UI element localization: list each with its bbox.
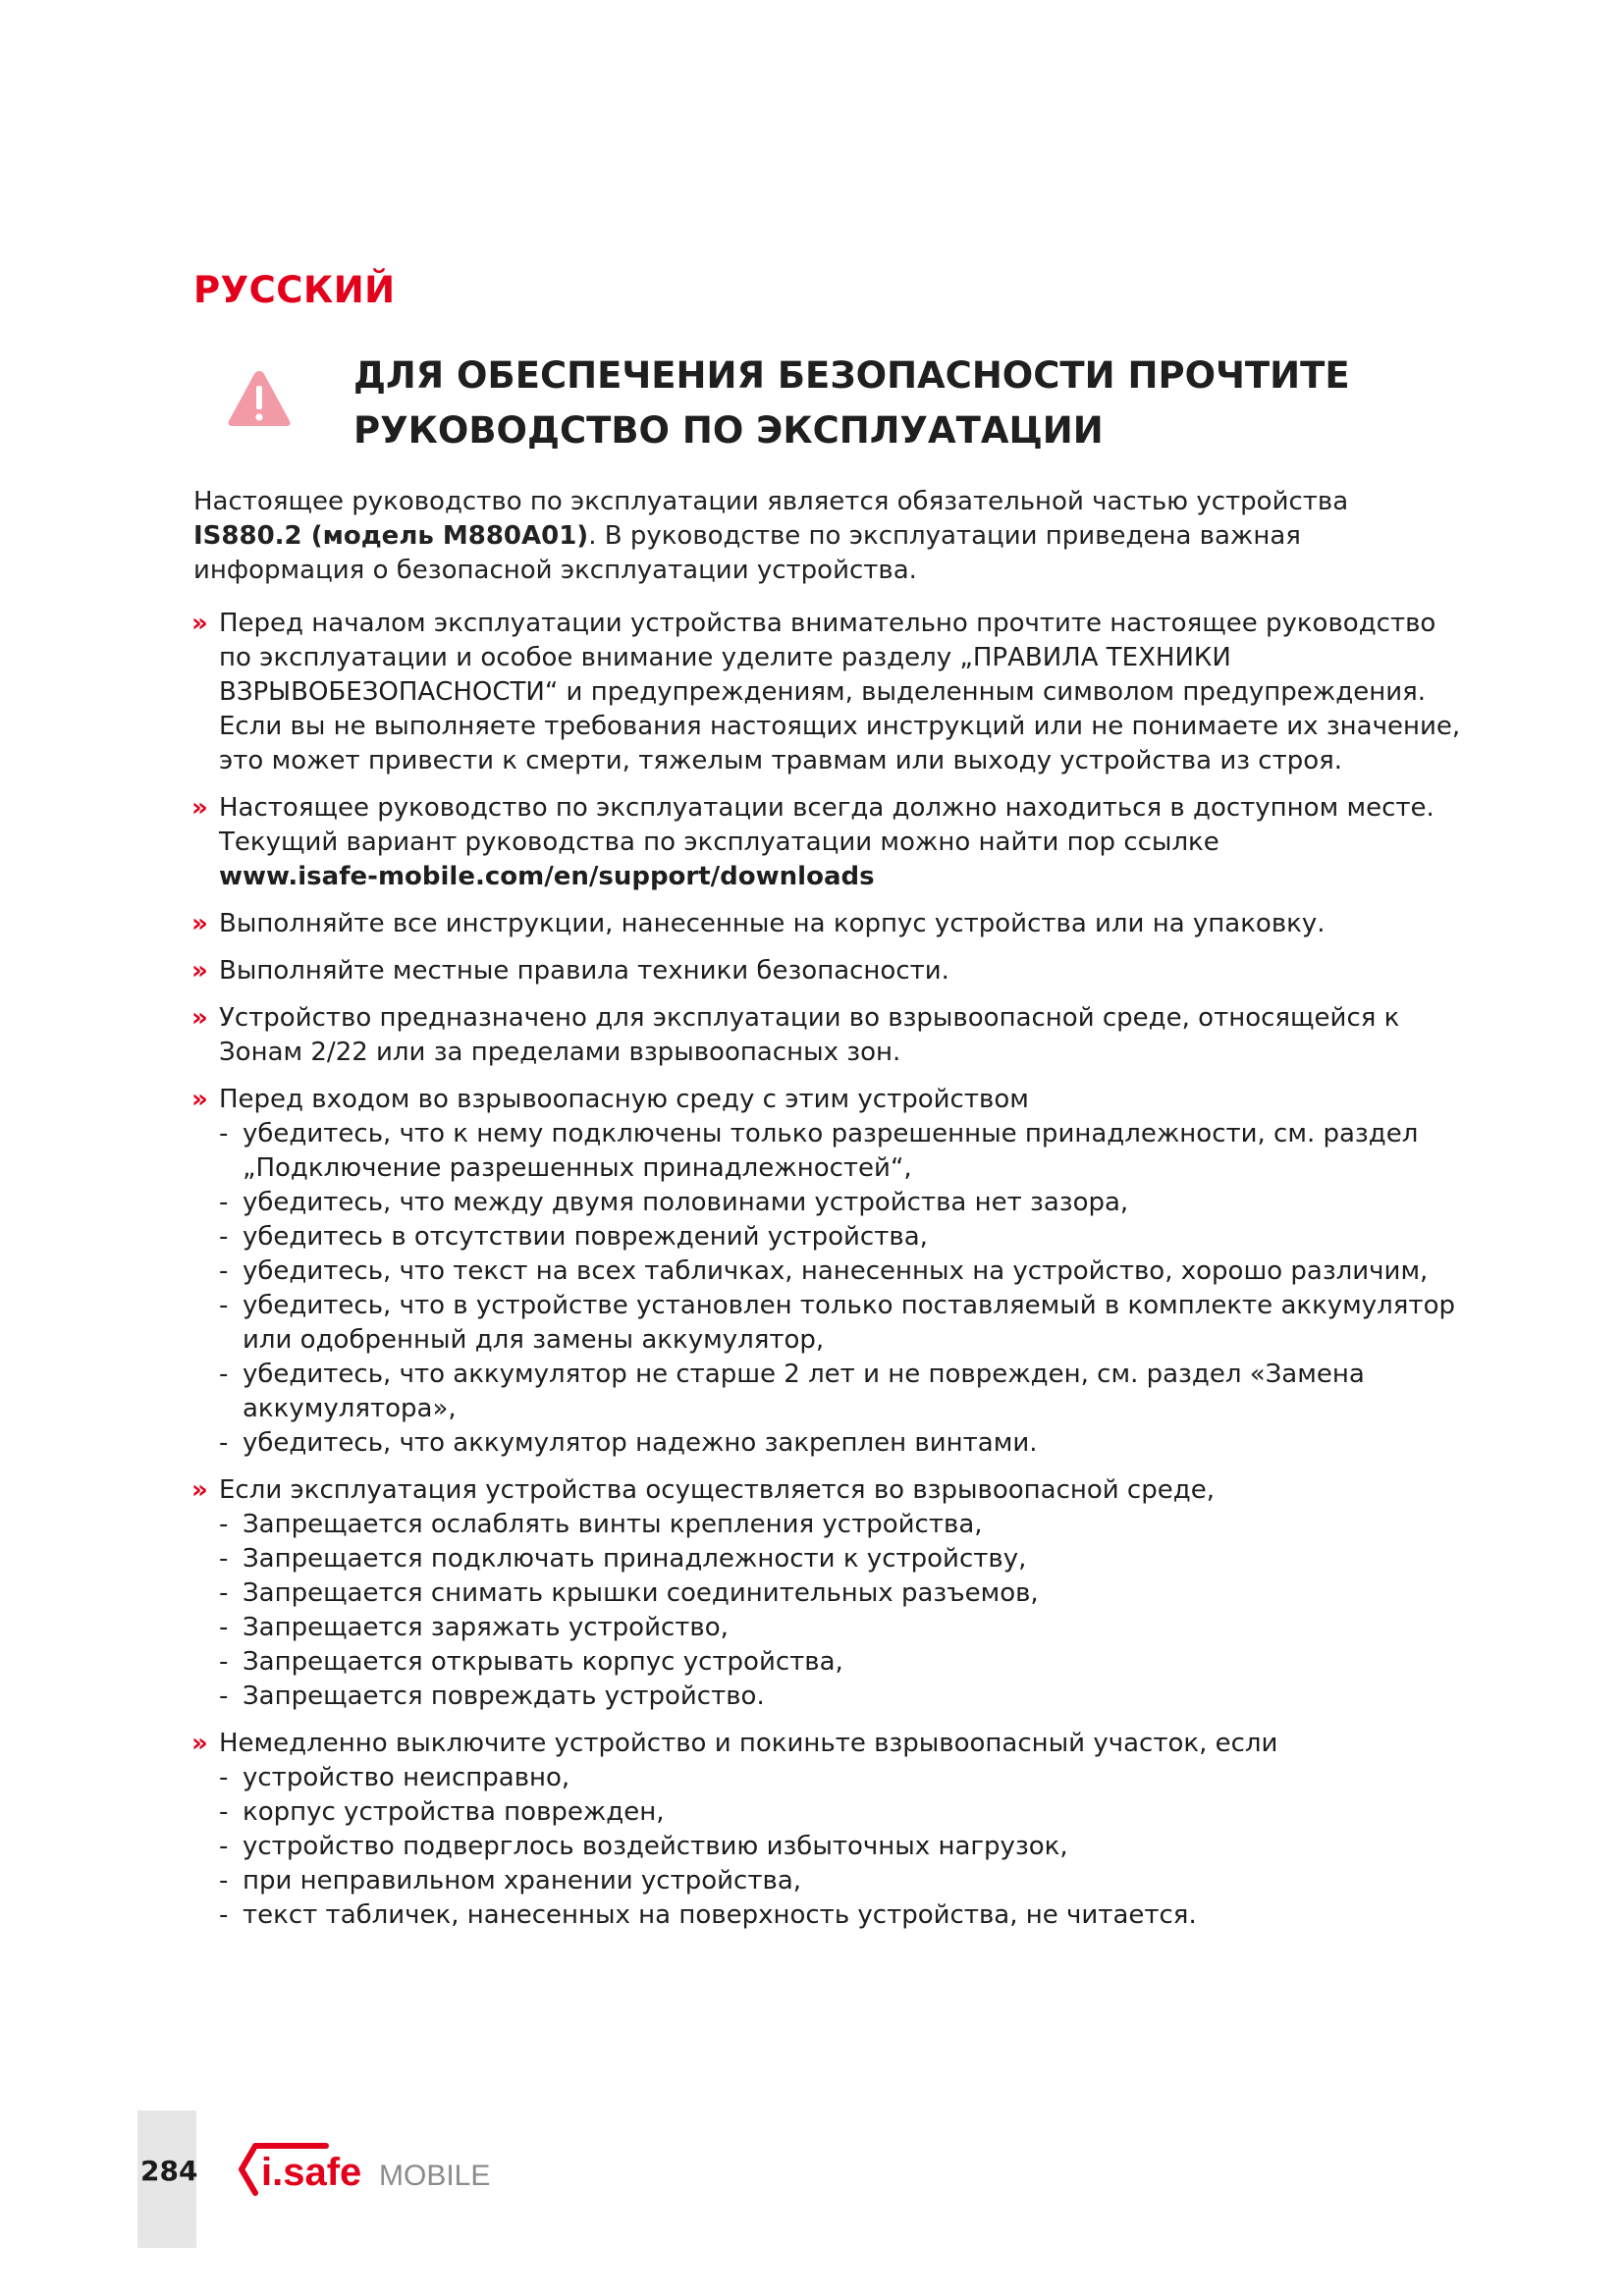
- sub-item: - убедитесь, что текст на всех табличках, нанесенных на устройство, хорошо различим,: [219, 1256, 1429, 1286]
- bullet-text: Выполняйте местные правила техники безопасности.: [219, 956, 949, 986]
- sub-item: - устройство подверглось воздействию избыточных нагрузок,: [219, 1832, 1068, 1861]
- heading-line-1: ДЛЯ ОБЕСПЕЧЕНИЯ БЕЗОПАСНОСТИ ПРОЧТИТЕ: [353, 354, 1350, 397]
- intro-text-2: . В руководстве по эксплуатации приведена важная информация о безопасной эксплуатации устройства.: [193, 521, 1301, 585]
- list-item: [193, 607, 1470, 778]
- sub-item: - Запрещается открывать корпус устройства,: [219, 1647, 843, 1677]
- list-item: [193, 791, 1470, 894]
- bullet-arrow-icon: »: [191, 793, 203, 823]
- intro-text-1: Настоящее руководство по эксплуатации является обязательной частью устройства: [193, 487, 1349, 516]
- sub-item: - убедитесь, что аккумулятор надежно закреплен винтами.: [219, 1428, 1038, 1458]
- safety-instructions-list: [193, 607, 1470, 1946]
- sub-item: - убедитесь в отсутствии повреждений устройства,: [219, 1222, 928, 1252]
- sub-item: - Запрещается ослаблять винты крепления устройства,: [219, 1510, 983, 1539]
- sub-item: - убедитесь, что к нему подключены только разрешенные принадлежности, см. раздел „Подключение разрешенных принадлежностей“,: [219, 1119, 1419, 1183]
- sub-item: - убедитесь, что между двумя половинами устройства нет зазора,: [219, 1188, 1129, 1217]
- sub-item: - убедитесь, что в устройстве установлен только поставляемый в комплекте аккумулятор или одобренный для замены аккумулятор,: [219, 1291, 1455, 1355]
- bullet-text: Перед входом во взрывоопасную среду с этим устройством: [219, 1085, 1029, 1114]
- list-item: [193, 1001, 1470, 1070]
- list-item: [193, 1727, 1470, 1933]
- bullet-arrow-icon: »: [191, 956, 203, 986]
- safety-heading: [353, 348, 1350, 458]
- logo-suffix-text: MOBILE: [379, 2160, 491, 2192]
- sub-list: [219, 1117, 1470, 1461]
- sub-list: [219, 1761, 1470, 1933]
- bullet-text: Немедленно выключите устройство и покиньте взрывоопасный участок, если: [219, 1729, 1278, 1758]
- sub-item: - устройство неисправно,: [219, 1763, 570, 1792]
- page-number: 284: [140, 2155, 198, 2187]
- sub-item: - Запрещается снимать крышки соединительных разъемов,: [219, 1578, 1039, 1608]
- list-item: [193, 1473, 1470, 1714]
- bullet-arrow-icon: »: [191, 1475, 203, 1505]
- sub-item: - при неправильном хранении устройства,: [219, 1866, 802, 1896]
- bullet-arrow-icon: »: [191, 909, 203, 938]
- bullet-arrow-icon: »: [191, 1003, 203, 1033]
- bullet-text: Если эксплуатация устройства осуществляется во взрывоопасной среде,: [219, 1475, 1215, 1505]
- logo-brand-text: i.safe: [261, 2151, 362, 2194]
- list-item: [193, 954, 1470, 988]
- bullet-text: Устройство предназначено для эксплуатации во взрывоопасной среде, относящейся к Зонам 2/22 или за пределами взрывоопасных зон.: [219, 1003, 1400, 1067]
- bullet-text: Выполняйте все инструкции, нанесенные на корпус устройства или на упаковку.: [219, 909, 1326, 938]
- model-name: IS880.2 (модель M880A01): [193, 521, 589, 551]
- sub-item: - Запрещается заряжать устройство,: [219, 1613, 729, 1642]
- bullet-text: Перед началом эксплуатации устройства внимательно прочтите настоящее руководство по эксплуатации и особое внимание уделите разделу „ПРАВИЛА ТЕХНИКИ ВЗРЫВОБЕЗОПАСНОСТИ“ и предупреждениям, выделенным символом предупреждения. Если вы не выполняете требования настоящих инструкций или не понимаете их значение, это может привести к смерти, тяжелым травмам или выходу устройства из строя.: [219, 609, 1461, 775]
- bullet-text: Настоящее руководство по эксплуатации всегда должно находиться в доступном месте. Текущий вариант руководства по эксплуатации можно найти пор ссылке: [219, 793, 1435, 857]
- bullet-arrow-icon: »: [191, 609, 203, 638]
- download-link[interactable]: www.isafe-mobile.com/en/support/downloads: [219, 862, 875, 891]
- list-item: [193, 907, 1470, 941]
- sub-item: - текст табличек, нанесенных на поверхность устройства, не читается.: [219, 1900, 1197, 1930]
- bullet-arrow-icon: »: [191, 1085, 203, 1114]
- bullet-arrow-icon: »: [191, 1729, 203, 1758]
- warning-triangle-icon: [226, 368, 293, 429]
- intro-paragraph: [193, 485, 1450, 588]
- language-title: РУССКИЙ: [193, 269, 396, 311]
- sub-list: [219, 1508, 1470, 1714]
- sub-item: - Запрещается подключать принадлежности к устройству,: [219, 1544, 1027, 1574]
- sub-item: - Запрещается повреждать устройство.: [219, 1682, 765, 1711]
- isafe-mobile-logo: [236, 2140, 520, 2199]
- list-item: [193, 1083, 1470, 1461]
- sub-item: - убедитесь, что аккумулятор не старше 2 лет и не поврежден, см. раздел «Замена аккумулятора»,: [219, 1360, 1365, 1423]
- heading-line-2: РУКОВОДСТВО ПО ЭКСПЛУАТАЦИИ: [353, 409, 1104, 452]
- sub-item: - корпус устройства поврежден,: [219, 1797, 665, 1827]
